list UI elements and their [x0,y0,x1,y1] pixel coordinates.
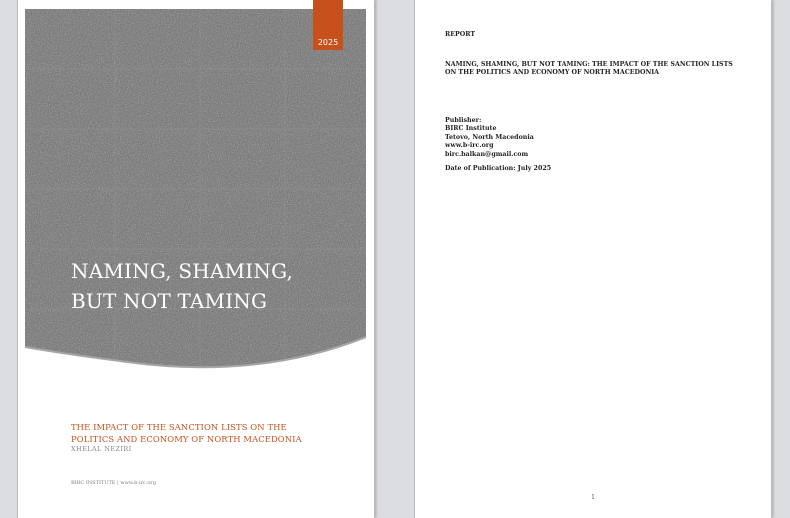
cover-title [71,256,361,316]
info-page [415,0,771,518]
report-title-line-1: NAMING, SHAMING, BUT NOT TAMING: THE IMPACT OF THE SANCTION LISTS [445,60,733,68]
publisher-email: birc.balkan@gmail.com [445,150,529,158]
report-label: REPORT [445,31,476,38]
cover-author: XHELAL NEZIRI [71,445,132,453]
cover-subtitle-line-1: THE IMPACT OF THE SANCTION LISTS ON THE [71,422,287,432]
cover-subtitle [71,421,361,445]
publisher-website: www.b-irc.org [445,142,494,149]
cover-title-line-1: NAMING, SHAMING, [71,259,294,283]
cover-year: 2025 [317,38,339,47]
report-title [445,61,755,78]
cover-page [18,0,374,518]
publisher-location: Tetovo, North Macedonia [445,133,534,141]
publisher-block [445,117,755,160]
info-block [445,31,755,174]
year-tab [313,0,343,50]
cover-footer: BIRC INSTITUTE | www.b-irc.org [71,480,157,486]
publication-date: Date of Publication: July 2025 [445,165,552,172]
publisher-name: BIRC Institute [445,125,497,132]
cover-title-line-2: BUT NOT TAMING [71,289,268,313]
cover-subtitle-line-2: POLITICS AND ECONOMY OF NORTH MACEDONIA [71,434,302,444]
report-title-line-2: ON THE POLITICS AND ECONOMY OF NORTH MACEDONIA [445,69,660,76]
publisher-label: Publisher: [445,116,482,124]
page-number: 1 [591,494,595,501]
